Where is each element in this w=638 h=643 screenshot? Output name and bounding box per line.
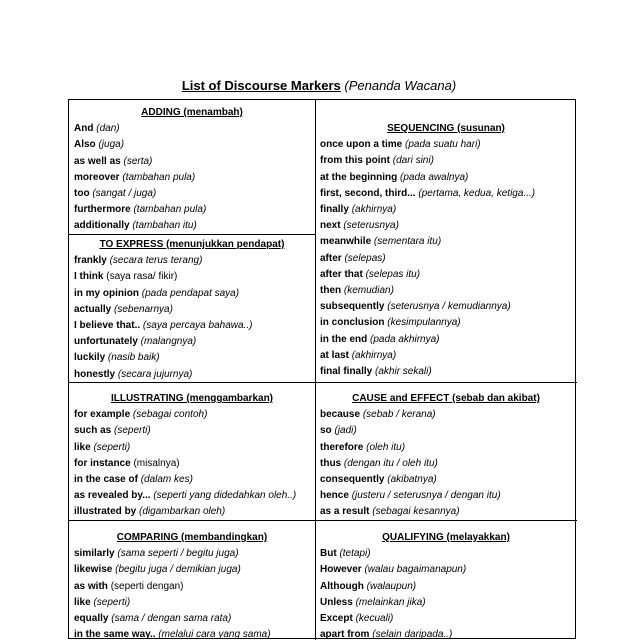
marker-row-express <box>74 286 310 302</box>
marker-translation: (sebagai kesannya) <box>372 506 460 518</box>
marker-row-illustrating <box>74 504 310 520</box>
marker-term: at the beginning <box>320 171 398 183</box>
marker-term: in the end <box>320 333 368 345</box>
marker-row-adding <box>74 170 310 186</box>
section-header-qualifying: QUALIFYING (melayakkan) <box>382 532 510 543</box>
marker-translation: (pada akhirnya) <box>370 333 440 345</box>
marker-translation: (tetapi) <box>339 548 371 560</box>
marker-term: in my opinion <box>74 287 139 299</box>
marker-translation: (tambahan pula) <box>133 204 207 216</box>
cell-qualifying <box>320 530 572 643</box>
marker-term: thus <box>320 457 342 469</box>
marker-row-sequencing <box>320 364 572 380</box>
marker-translation: (seperti dengan) <box>110 580 184 592</box>
marker-term: additionally <box>74 220 130 232</box>
marker-row-qualifying <box>320 546 572 562</box>
marker-translation: (dari sini) <box>392 155 434 167</box>
column-divider <box>315 100 316 640</box>
marker-term: I believe that.. <box>74 320 141 332</box>
marker-row-comparing <box>74 595 310 611</box>
marker-translation: (serta) <box>123 155 153 167</box>
title-subtitle: (Penanda Wacana) <box>344 78 457 93</box>
marker-term: such as <box>74 425 112 437</box>
cell-sequencing <box>320 121 572 380</box>
marker-translation: (dalam kes) <box>140 474 193 486</box>
marker-translation: (akhirnya) <box>351 349 397 361</box>
marker-row-sequencing <box>320 348 572 364</box>
marker-translation: (sangat / juga) <box>92 188 157 200</box>
marker-row-illustrating <box>74 407 310 423</box>
marker-term: I think <box>74 271 104 283</box>
marker-row-express <box>74 253 310 269</box>
marker-row-cause <box>320 456 572 472</box>
marker-translation: (akhir sekali) <box>375 366 432 378</box>
section-header-sequencing: SEQUENCING (susunan) <box>387 123 505 134</box>
marker-translation: (sebagai contoh) <box>132 409 208 421</box>
marker-term: first, second, third... <box>320 187 416 199</box>
marker-row-sequencing <box>320 153 572 169</box>
marker-translation: (walaupun) <box>366 580 417 592</box>
marker-term: from this point <box>320 155 390 167</box>
marker-term: meanwhile <box>320 236 372 248</box>
section-header-cause: CAUSE and EFFECT (sebab dan akibat) <box>352 393 540 404</box>
marker-translation: (selepas) <box>344 252 386 264</box>
marker-row-sequencing <box>320 315 572 331</box>
marker-term: after <box>320 252 342 264</box>
marker-row-sequencing <box>320 202 572 218</box>
marker-row-adding <box>74 202 310 218</box>
marker-row-sequencing <box>320 170 572 186</box>
marker-translation: (saya percaya bahawa..) <box>142 320 253 332</box>
section-header-comparing: COMPARING (membandingkan) <box>116 532 268 543</box>
marker-term: so <box>320 425 332 437</box>
marker-term: in conclusion <box>320 317 385 329</box>
marker-term: next <box>320 220 341 232</box>
marker-term: too <box>74 188 90 200</box>
marker-translation: (kemudian) <box>343 285 394 297</box>
marker-term: honestly <box>74 368 116 380</box>
marker-term: after that <box>320 268 363 280</box>
marker-translation: (seperti) <box>114 425 151 437</box>
marker-row-comparing <box>74 562 310 578</box>
marker-translation: (justeru / seterusnya / dengan itu) <box>351 490 501 502</box>
marker-row-express <box>74 302 310 318</box>
marker-term: final finally <box>320 366 373 378</box>
marker-translation: (oleh itu) <box>366 441 406 453</box>
cell-cause <box>320 391 572 521</box>
marker-term: as with <box>74 580 108 592</box>
marker-term: furthermore <box>74 204 131 216</box>
marker-row-qualifying <box>320 562 572 578</box>
marker-term: subsequently <box>320 301 385 313</box>
marker-term: But <box>320 548 337 560</box>
marker-row-adding <box>74 137 310 153</box>
marker-translation: (tambahan pula) <box>122 171 196 183</box>
marker-translation: (saya rasa/ fikir) <box>106 271 178 283</box>
marker-translation: (sementara itu) <box>373 236 442 248</box>
marker-translation: (sama seperti / begitu juga) <box>117 548 239 560</box>
marker-translation: (juga) <box>98 139 125 151</box>
marker-translation: (seterusnya) <box>343 220 399 232</box>
marker-term: moreover <box>74 171 120 183</box>
marker-term: actually <box>74 303 112 315</box>
marker-translation: (seperti yang didedahkan oleh..) <box>153 490 297 502</box>
marker-translation: (misalnya) <box>133 457 180 469</box>
marker-translation: (melainkan jika) <box>355 596 426 608</box>
marker-row-express <box>74 318 310 334</box>
marker-row-cause <box>320 407 572 423</box>
marker-term: because <box>320 409 361 421</box>
marker-term: then <box>320 285 342 297</box>
marker-term: in the case of <box>74 474 138 486</box>
marker-translation: (selain daripada..) <box>372 629 453 641</box>
marker-row-adding <box>74 121 310 137</box>
marker-translation: (malangnya) <box>140 336 197 348</box>
marker-term: frankly <box>74 255 107 267</box>
marker-row-illustrating <box>74 472 310 488</box>
marker-row-cause <box>320 440 572 456</box>
marker-translation: (selepas itu) <box>365 268 421 280</box>
marker-term: Unless <box>320 596 353 608</box>
marker-row-express <box>74 367 310 383</box>
marker-term: in the same way.. <box>74 629 156 641</box>
marker-row-express <box>74 334 310 350</box>
marker-row-comparing <box>74 546 310 562</box>
marker-row-sequencing <box>320 186 572 202</box>
title-main: List of Discourse Markers <box>181 78 341 93</box>
marker-row-sequencing <box>320 299 572 315</box>
marker-row-sequencing <box>320 267 572 283</box>
marker-row-comparing <box>74 579 310 595</box>
marker-translation: (walau bagaimanapun) <box>364 564 467 576</box>
marker-row-illustrating <box>74 488 310 504</box>
marker-translation: (begitu juga / demikian juga) <box>115 564 241 576</box>
marker-translation: (nasib baik) <box>107 352 160 364</box>
marker-term: However <box>320 564 362 576</box>
marker-row-adding <box>74 186 310 202</box>
marker-translation: (pada pendapat saya) <box>141 287 240 299</box>
marker-term: therefore <box>320 441 364 453</box>
marker-term: hence <box>320 490 349 502</box>
marker-translation: (digambarkan oleh) <box>139 506 226 518</box>
marker-row-sequencing <box>320 283 572 299</box>
marker-row-sequencing <box>320 137 572 153</box>
marker-row-qualifying <box>320 611 572 627</box>
marker-translation: (melalui cara yang sama) <box>158 629 271 641</box>
marker-term: as a result <box>320 506 370 518</box>
marker-translation: (sebenarnya) <box>114 303 173 315</box>
marker-term: like <box>74 596 91 608</box>
marker-translation: (tambahan itu) <box>132 220 197 232</box>
document-title <box>0 78 638 93</box>
marker-translation: (jadi) <box>334 425 357 437</box>
section-header-illustrating: ILLUSTRATING (menggambarkan) <box>110 393 274 404</box>
marker-row-illustrating <box>74 456 310 472</box>
marker-translation: (kesimpulannya) <box>387 317 461 329</box>
marker-term: likewise <box>74 564 113 576</box>
marker-term: as well as <box>74 155 121 167</box>
marker-row-illustrating <box>74 440 310 456</box>
marker-row-cause <box>320 504 572 520</box>
marker-term: unfortunately <box>74 336 138 348</box>
marker-row-express <box>74 269 310 285</box>
marker-row-cause <box>320 423 572 439</box>
marker-term: for instance <box>74 457 131 469</box>
marker-row-sequencing <box>320 234 572 250</box>
marker-term: as revealed by... <box>74 490 151 502</box>
cell-comparing <box>74 530 310 643</box>
marker-translation: (pada suatu hari) <box>405 139 481 151</box>
marker-term: Except <box>320 613 353 625</box>
marker-row-sequencing <box>320 218 572 234</box>
marker-term: for example <box>74 409 131 421</box>
marker-translation: (pertama, kedua, ketiga...) <box>418 187 536 199</box>
section-header-adding: ADDING (menambah) <box>141 107 243 118</box>
marker-term: Although <box>320 580 364 592</box>
cell-adding <box>74 105 310 235</box>
section-header-express: TO EXPRESS (menunjukkan pendapat) <box>99 239 285 250</box>
marker-translation: (seperti) <box>93 596 131 608</box>
marker-row-sequencing <box>320 332 572 348</box>
marker-term: Also <box>74 139 96 151</box>
marker-translation: (kecuali) <box>355 613 394 625</box>
marker-term: like <box>74 441 91 453</box>
marker-term: apart from <box>320 629 370 641</box>
cell-express <box>74 237 310 383</box>
marker-translation: (secara jujurnya) <box>117 368 193 380</box>
marker-term: luckily <box>74 352 106 364</box>
marker-row-cause <box>320 488 572 504</box>
marker-term: equally <box>74 613 109 625</box>
marker-term: at last <box>320 349 349 361</box>
marker-translation: (pada awalnya) <box>400 171 469 183</box>
marker-term: once upon a time <box>320 139 403 151</box>
marker-translation: (dan) <box>96 123 120 135</box>
marker-row-express <box>74 350 310 366</box>
markers-table <box>68 99 576 639</box>
marker-translation: (sebab / kerana) <box>362 409 436 421</box>
marker-translation: (seterusnya / kemudiannya) <box>387 301 511 313</box>
marker-row-comparing <box>74 611 310 627</box>
marker-term: finally <box>320 204 349 216</box>
marker-translation: (akhirnya) <box>351 204 397 216</box>
marker-translation: (akibatnya) <box>387 474 437 486</box>
marker-term: similarly <box>74 548 115 560</box>
cell-illustrating <box>74 391 310 521</box>
marker-row-cause <box>320 472 572 488</box>
marker-row-qualifying <box>320 595 572 611</box>
marker-row-adding <box>74 154 310 170</box>
marker-translation: (seperti) <box>93 441 131 453</box>
marker-row-qualifying <box>320 579 572 595</box>
marker-row-adding <box>74 218 310 234</box>
marker-translation: (sama / dengan sama rata) <box>111 613 232 625</box>
marker-term: And <box>74 123 94 135</box>
marker-translation: (dengan itu / oleh itu) <box>343 457 438 469</box>
marker-row-sequencing <box>320 251 572 267</box>
marker-term: illustrated by <box>74 506 137 518</box>
marker-term: consequently <box>320 474 385 486</box>
marker-translation: (secara terus terang) <box>109 255 203 267</box>
marker-row-illustrating <box>74 423 310 439</box>
